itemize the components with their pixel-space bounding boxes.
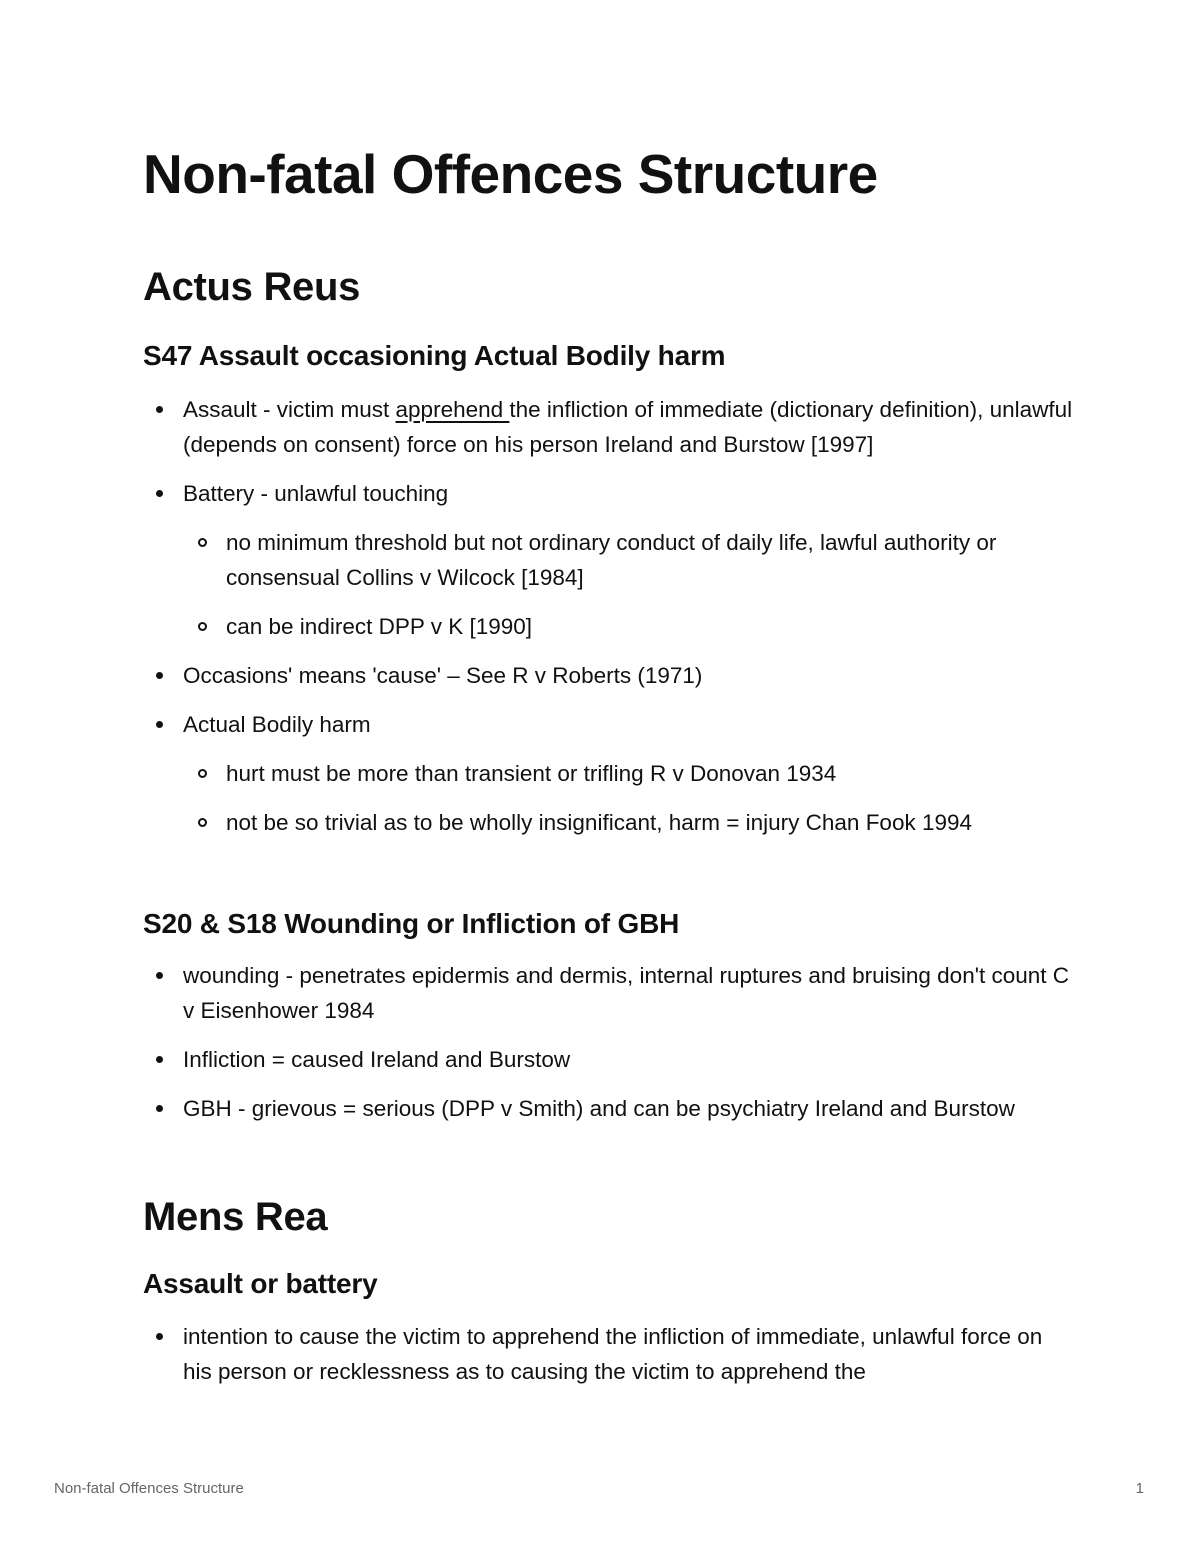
footer-document-name: Non-fatal Offences Structure: [54, 1480, 244, 1497]
heading-actus-reus: Actus Reus: [143, 265, 361, 309]
list-item-intention: intention to cause the victim to apprehend the infliction of immediate, unlawful force on his person or recklessness as to causing the victim to apprehend the: [143, 1319, 1073, 1389]
list-item-battery-sub-1: no minimum threshold but not ordinary conduct of daily life, lawful authority or consensual Collins v Wilcock [1984]: [143, 525, 1073, 595]
list-item-assault: [143, 392, 1073, 462]
assault-text-pre: Assault - victim must: [183, 397, 396, 422]
list-item-abh-sub-2: not be so trivial as to be wholly insignificant, harm = injury Chan Fook 1994: [143, 805, 1073, 840]
document-title: Non-fatal Offences Structure: [143, 143, 878, 205]
heading-mens-rea: Mens Rea: [143, 1195, 328, 1239]
list-item-infliction: Infliction = caused Ireland and Burstow: [143, 1042, 1073, 1077]
list-item-occasions: Occasions' means 'cause' – See R v Roberts (1971): [143, 658, 1073, 693]
heading-s47: S47 Assault occasioning Actual Bodily harm: [143, 340, 726, 371]
list-item-abh-sub-1: hurt must be more than transient or trifling R v Donovan 1934: [143, 756, 1073, 791]
list-item-battery: Battery - unlawful touching: [143, 476, 1073, 511]
list-item-battery-sub-2: can be indirect DPP v K [1990]: [143, 609, 1073, 644]
s47-list: [143, 392, 1073, 840]
assault-battery-list: [143, 1319, 1073, 1389]
s20-s18-list: [143, 958, 1073, 1126]
assault-text-underlined: apprehend: [395, 397, 510, 422]
footer-page-number: 1: [1135, 1480, 1144, 1497]
list-item-wounding: wounding - penetrates epidermis and dermis, internal ruptures and bruising don't count C v Eisenhower 1984: [143, 958, 1073, 1028]
assault-text-post: the infliction of immediate (dictionary definition), unlawful (depends on consent) force on his person Ireland and Burstow [1997]: [183, 397, 1073, 457]
list-item-gbh: GBH - grievous = serious (DPP v Smith) and can be psychiatry Ireland and Burstow: [143, 1091, 1073, 1126]
heading-assault-battery: Assault or battery: [143, 1268, 378, 1299]
list-item-abh: Actual Bodily harm: [143, 707, 1073, 742]
heading-s20-s18: S20 & S18 Wounding or Infliction of GBH: [143, 908, 680, 939]
